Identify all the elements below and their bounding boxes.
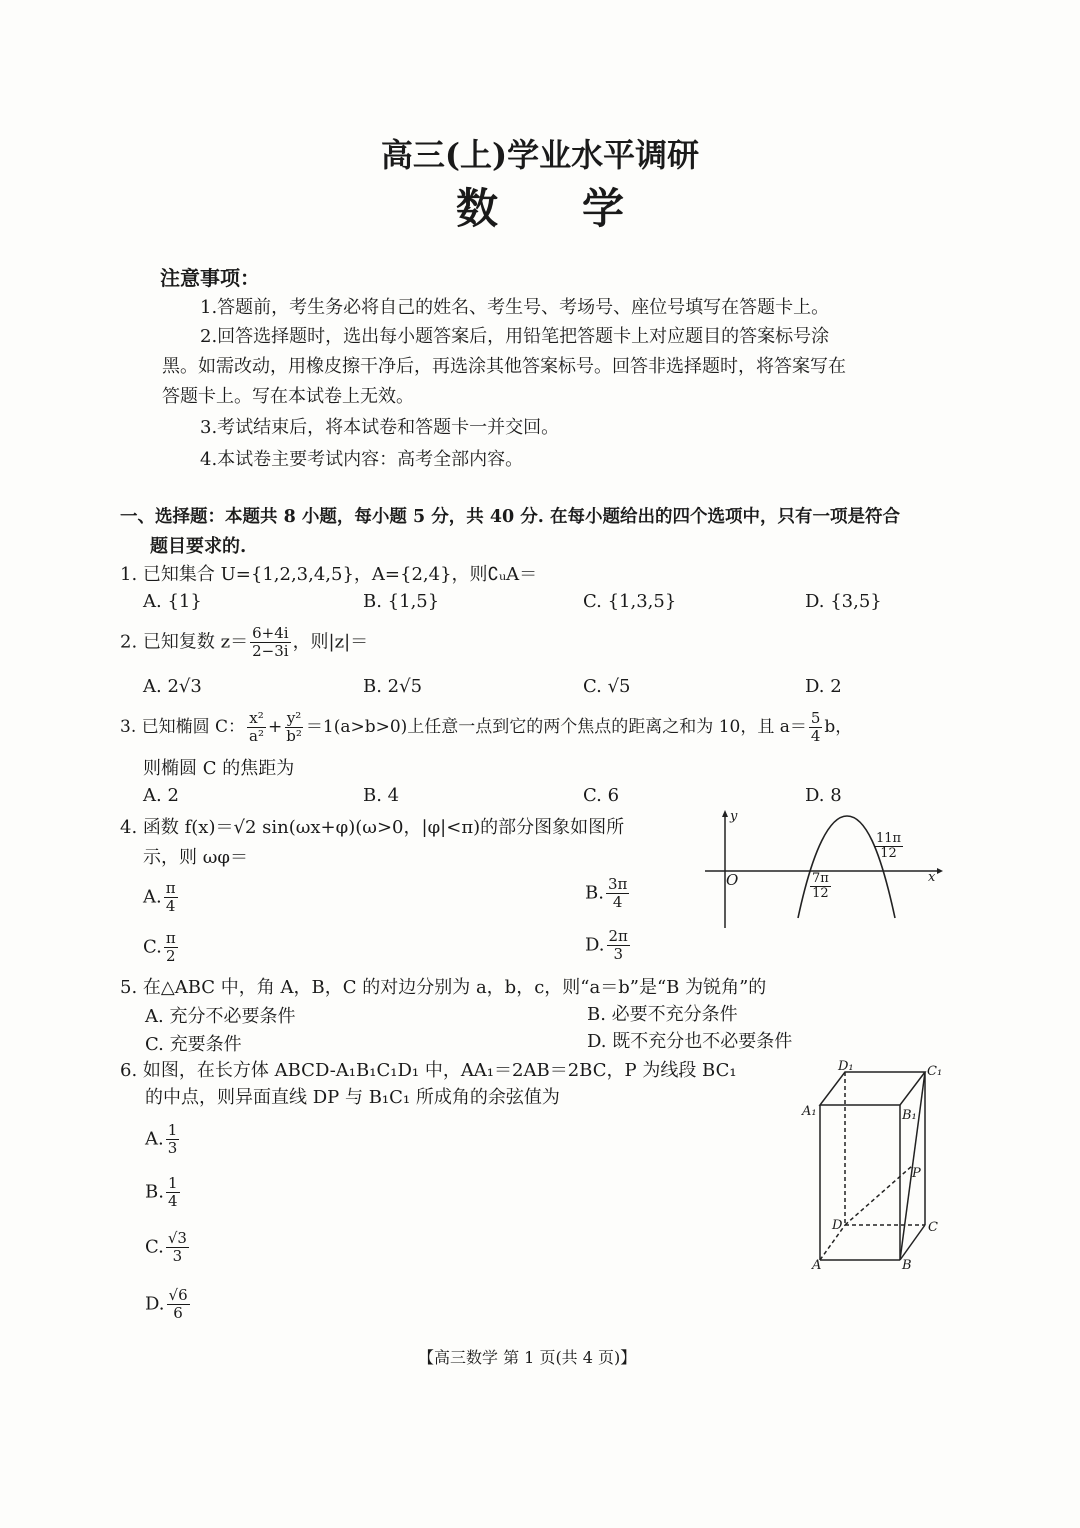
notice-heading: 注意事项：	[160, 266, 260, 290]
exam-subject: 数 学	[455, 184, 624, 233]
question-3-option-a: A. 2	[143, 785, 179, 806]
label-d: D	[832, 1218, 843, 1233]
label-b: B	[902, 1258, 912, 1273]
section-heading-cont: 题目要求的.	[150, 536, 247, 557]
page-footer: 【高三数学 第 1 页(共 4 页)】	[418, 1348, 637, 1367]
question-6-option-c: C. $\frac{√3}{3}$	[145, 1229, 187, 1265]
label-a1: A₁	[802, 1104, 817, 1119]
label-b1: B₁	[902, 1108, 917, 1123]
notice-item: 4.本试卷主要考试内容：高考全部内容。	[200, 449, 524, 470]
question-5-option-a: A. 充分不必要条件	[145, 1006, 296, 1027]
question-6-stem-cont: 的中点，则异面直线 DP 与 B₁C₁ 所成角的余弦值为	[145, 1087, 560, 1108]
label-p: P	[912, 1166, 921, 1181]
notice-item: 黑。如需改动，用橡皮擦干净后，再选涂其他答案标号。回答非选择题时，将答案写在	[162, 356, 846, 377]
notice-item: 1.答题前，考生务必将自己的姓名、考生号、考场号、座位号填写在答题卡上。	[200, 297, 830, 318]
question-4-option-d: D. $\frac{2\pi}{3}$	[585, 927, 628, 963]
graph-origin-label: O	[726, 871, 739, 889]
question-4-option-c: C. $\frac{\pi}{2}$	[143, 929, 176, 965]
question-2-option-b: B. 2√5	[363, 676, 423, 697]
graph-zero-1: $\frac{7\pi}{12}$	[812, 871, 829, 901]
notice-item: 答题卡上。写在本试卷上无效。	[162, 386, 414, 407]
question-3-stem: 3. 已知椭圆 C： $\frac{\text{x²}}{\text{a²}}$ + $\frac{\text{y²}}{\text{b²}}$ ＝1(a>b>0)上任意一点到它的两个焦点的距离之和为 10，且 a＝ $\frac{5}{4}$ b，	[120, 709, 853, 745]
question-5-option-b: B. 必要不充分条件	[587, 1004, 738, 1025]
notice-item: 3.考试结束后，将本试卷和答题卡一并交回。	[200, 417, 560, 438]
question-6-option-d: D. $\frac{√6}{6}$	[145, 1286, 188, 1322]
cuboid-figure	[800, 1060, 950, 1275]
question-6-option-b: B. $\frac{1}{4}$	[145, 1174, 178, 1210]
graph-zero-2: $\frac{11\pi}{12}$	[876, 831, 902, 861]
question-4-option-b: B. $\frac{3\pi}{4}$	[585, 875, 628, 911]
label-c: C	[928, 1220, 938, 1235]
label-c1: C₁	[927, 1064, 943, 1079]
question-6-stem: 6. 如图，在长方体 ABCD-A₁B₁C₁D₁ 中，AA₁＝2AB＝2BC，P 为线段 BC₁	[120, 1060, 737, 1081]
question-1-option-c: C. {1,3,5}	[583, 591, 677, 612]
question-1-option-b: B. {1,5}	[363, 591, 440, 612]
graph-y-label: y	[730, 809, 738, 824]
question-3-stem-cont: 则椭圆 C 的焦距为	[143, 758, 295, 779]
label-a: A	[812, 1258, 822, 1273]
question-5-stem: 5. 在△ABC 中，角 A，B，C 的对边分别为 a，b，c，则“a＝b”是“B 为锐角”的	[120, 977, 767, 998]
question-4-stem-cont: 示，则 ωφ＝	[143, 847, 249, 868]
graph-x-label: x	[928, 870, 936, 885]
question-4-option-a: A. $\frac{\pi}{4}$	[143, 879, 176, 915]
question-5-option-d: D. 既不充分也不必要条件	[587, 1031, 793, 1052]
question-2-option-a: A. 2√3	[143, 676, 202, 697]
question-5-option-c: C. 充要条件	[145, 1034, 242, 1055]
question-2-option-d: D. 2	[805, 676, 842, 697]
question-2-option-c: C. √5	[583, 676, 631, 697]
question-2-stem: 2. 已知复数 z＝ $\frac{6+4i}{2-3i}$ ，则|z|＝	[120, 624, 369, 660]
question-4-stem: 4. 函数 f(x)＝√2 sin(ωx+φ)(ω>0，|φ|<π)的部分图象如图所	[120, 817, 625, 838]
notice-item: 2.回答选择题时，选出每小题答案后，用铅笔把答题卡上对应题目的答案标号涂	[200, 326, 830, 347]
question-1-option-a: A. {1}	[143, 591, 202, 612]
question-3-option-c: C. 6	[583, 785, 620, 806]
question-3-option-b: B. 4	[363, 785, 400, 806]
section-heading: 一、选择题：本题共 8 小题，每小题 5 分，共 40 分. 在每小题给出的四个选项中，只有一项是符合	[120, 507, 900, 527]
question-1-stem: 1. 已知集合 U={1,2,3,4,5}，A={2,4}，则∁ᵤA＝	[120, 564, 538, 585]
question-3-option-d: D. 8	[805, 785, 842, 806]
exam-title: 高三(上)学业水平调研	[380, 136, 700, 174]
question-1-option-d: D. {3,5}	[805, 591, 882, 612]
label-d1: D₁	[838, 1059, 854, 1074]
question-6-option-a: A. $\frac{1}{3}$	[145, 1121, 178, 1157]
